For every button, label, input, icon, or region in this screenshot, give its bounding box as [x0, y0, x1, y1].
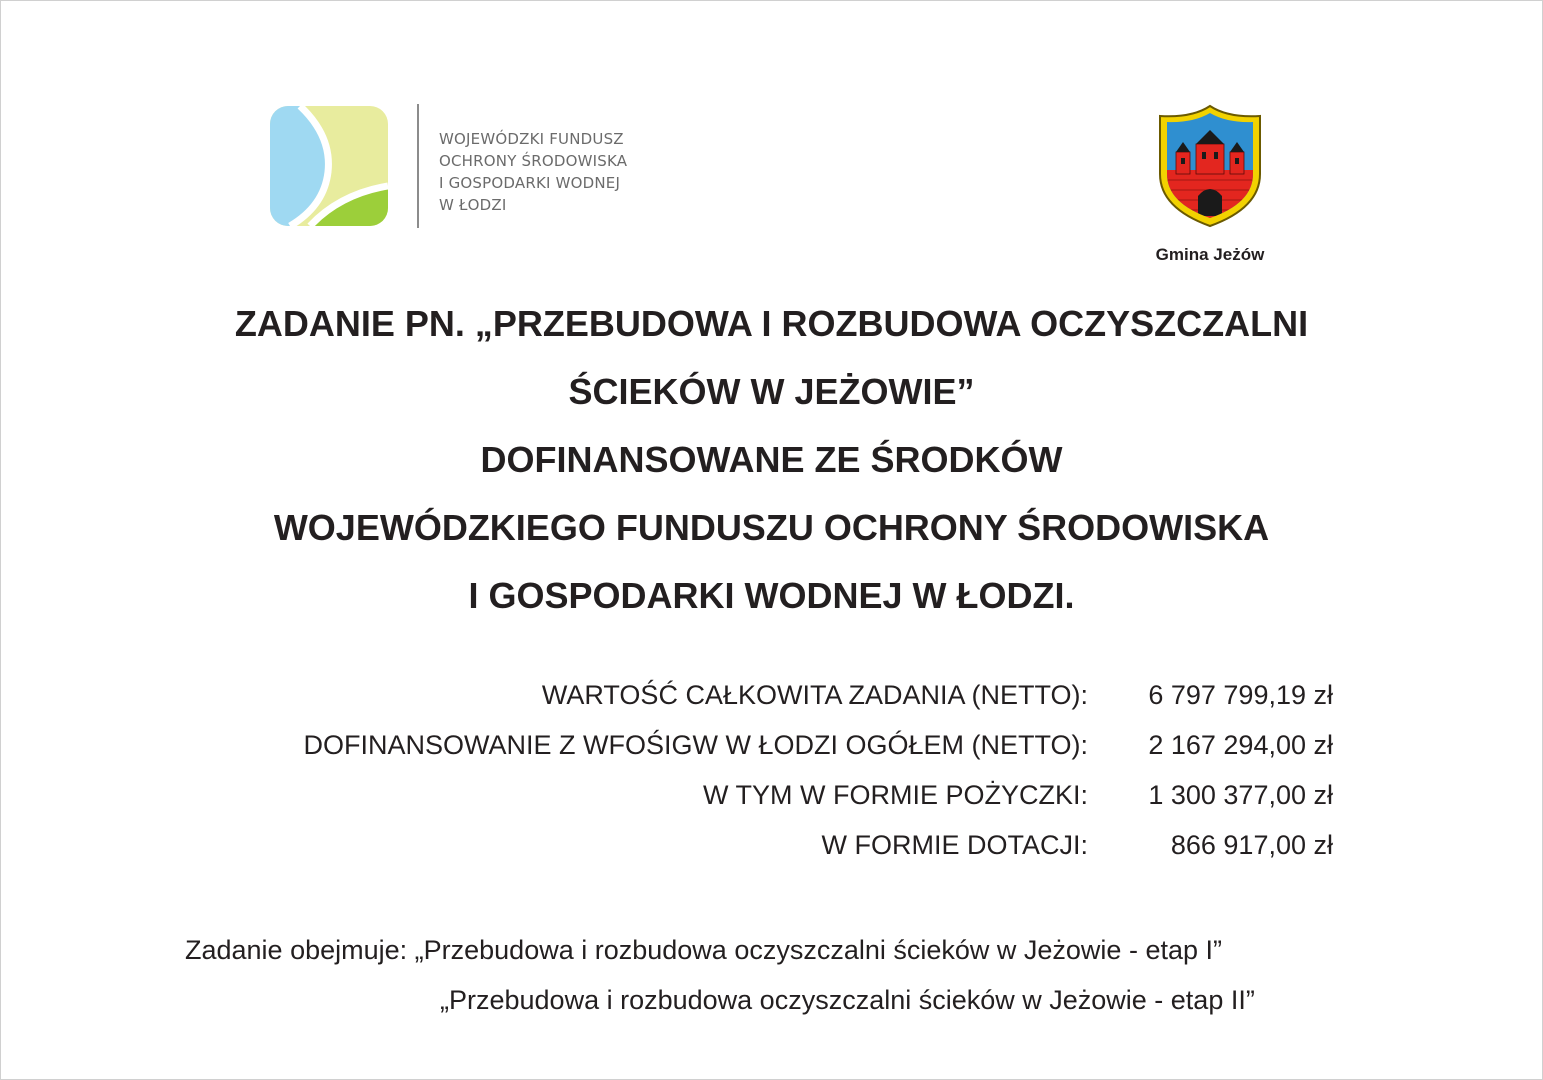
- scope-note-line-1: Zadanie obejmuje: „Przebudowa i rozbudowa oczyszczalni ścieków w Jeżowie - etap I”: [185, 935, 1222, 965]
- finance-value: 6 797 799,19 zł: [1148, 680, 1333, 710]
- finance-row: [0, 820, 1543, 870]
- wfos-line: W ŁODZI: [439, 196, 507, 214]
- wfos-logo-text: [439, 128, 627, 216]
- finance-value: 866 917,00 zł: [1170, 830, 1333, 860]
- finance-row: [0, 720, 1543, 770]
- finance-label: W FORMIE DOTACJI:: [821, 830, 1088, 860]
- gmina-caption: Gmina Jeżów: [1155, 245, 1265, 264]
- finance-value: 2 167 294,00 zł: [1148, 730, 1333, 760]
- finance-label: DOFINANSOWANIE Z WFOŚIGW W ŁODZI OGÓŁEM (NETTO):: [303, 730, 1088, 760]
- scope-note-line-2: „Przebudowa i rozbudowa oczyszczalni ścieków w Jeżowie - etap II”: [440, 985, 1255, 1015]
- wfos-line: I GOSPODARKI WODNEJ: [439, 174, 621, 192]
- wfos-logo-icon: [270, 106, 388, 226]
- headline: [0, 290, 1543, 630]
- wfos-line: WOJEWÓDZKI FUNDUSZ: [439, 130, 624, 148]
- wfos-line: OCHRONY ŚRODOWISKA: [439, 152, 628, 170]
- headline-line: ZADANIE PN. „PRZEBUDOWA I ROZBUDOWA OCZYSZCZALNI: [234, 303, 1309, 344]
- headline-line: DOFINANSOWANE ZE ŚRODKÓW: [480, 439, 1063, 480]
- finance-label: WARTOŚĆ CAŁKOWITA ZADANIA (NETTO):: [541, 680, 1088, 710]
- wfos-divider: [417, 104, 419, 228]
- finance-table: [0, 670, 1543, 870]
- finance-row: [0, 670, 1543, 720]
- finance-label: W TYM W FORMIE POŻYCZKI:: [703, 780, 1088, 810]
- finance-row: [0, 770, 1543, 820]
- coat-of-arms-icon: [1156, 104, 1264, 228]
- headline-line: WOJEWÓDZKIEGO FUNDUSZU OCHRONY ŚRODOWISKA: [273, 507, 1270, 548]
- headline-line: ŚCIEKÓW W JEŻOWIE”: [568, 371, 975, 412]
- headline-line: I GOSPODARKI WODNEJ W ŁODZI.: [468, 575, 1075, 616]
- finance-value: 1 300 377,00 zł: [1148, 780, 1333, 810]
